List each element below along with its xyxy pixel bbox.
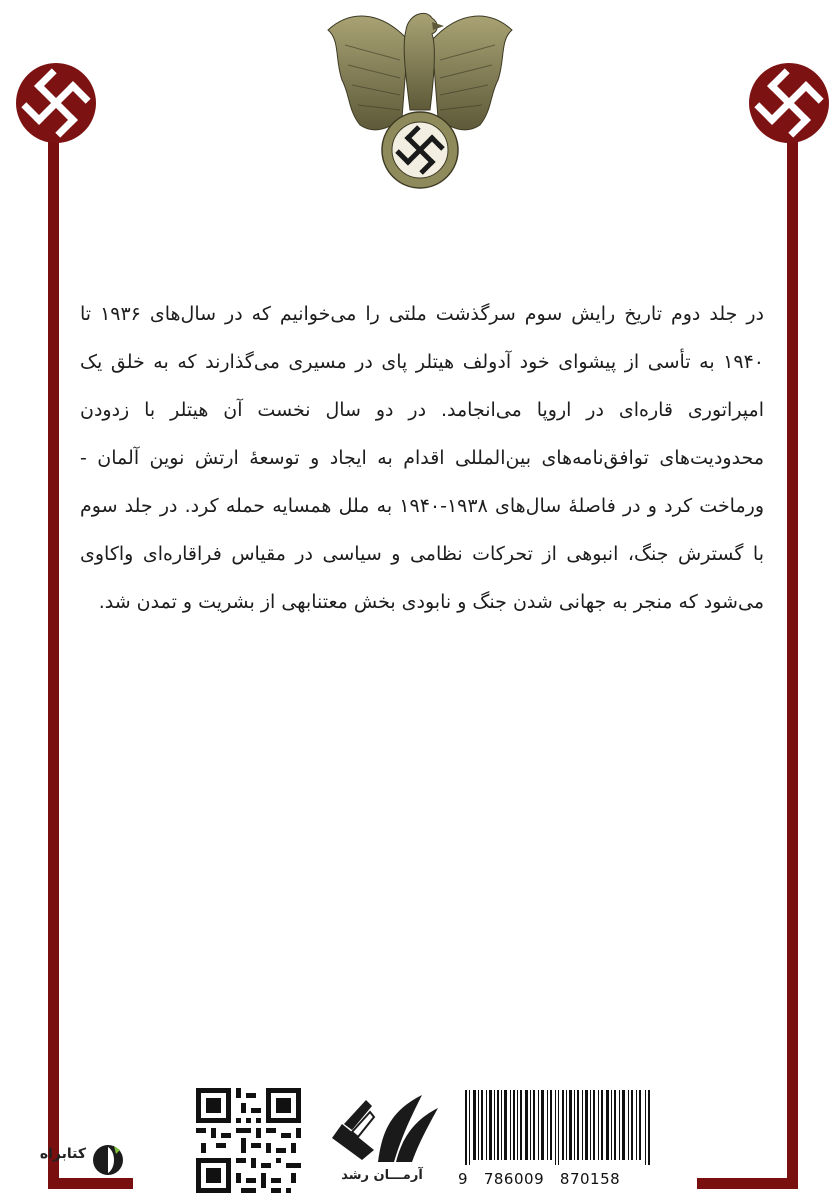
right-swastika-emblem-icon (748, 62, 830, 144)
barcode-icon (463, 1090, 653, 1165)
left-swastika-emblem-icon (15, 62, 97, 144)
isbn-number: 9 786009 870158 (458, 1170, 621, 1188)
publisher-logo-icon (322, 1090, 440, 1162)
publisher-name: آرمـــان رشد (341, 1168, 423, 1183)
right-frame-bar (787, 135, 798, 1185)
right-frame-foot (697, 1178, 798, 1189)
kitabrah-logo-icon (90, 1142, 126, 1178)
qr-code-icon (196, 1088, 301, 1193)
kitabrah-watermark (6, 1140, 126, 1180)
left-frame-bar (48, 135, 59, 1185)
back-cover-blurb: در جلد دوم تاریخ رایش سوم سرگذشت ملتی را می‌خوانیم که در سال‌های ۱۹۳۶ تا ۱۹۴۰ به تأسی از پیشوای خود آدولف هیتلر پای در مسیری می‌گذارند که به خلق یک امپراتوری قاره‌ای در اروپا می‌انجامد. در دو سال نخست آن هیتلر با زدودن محدودیت‌های توافق‌نامه‌های بین‌المللی اقدام به ایجاد و توسعهٔ ارتش نوین آلمان - ورماخت کرد و در فاصلهٔ سال‌های ۱۹۳۸-۱۹۴۰ به ملل همسایه حمله کرد. در جلد سوم با گسترش جنگ، انبوهی از تحرکات نظامی و سیاسی در مقیاس فراقاره‌ای واکاوی می‌شود که منجر به جهانی شدن جنگ و نابودی بخش معتنابهی از بشریت و تمدن شد. (80, 303, 764, 613)
kitabrah-watermark-text: کتابراه (39, 1146, 86, 1162)
eagle-emblem-icon (320, 0, 520, 195)
